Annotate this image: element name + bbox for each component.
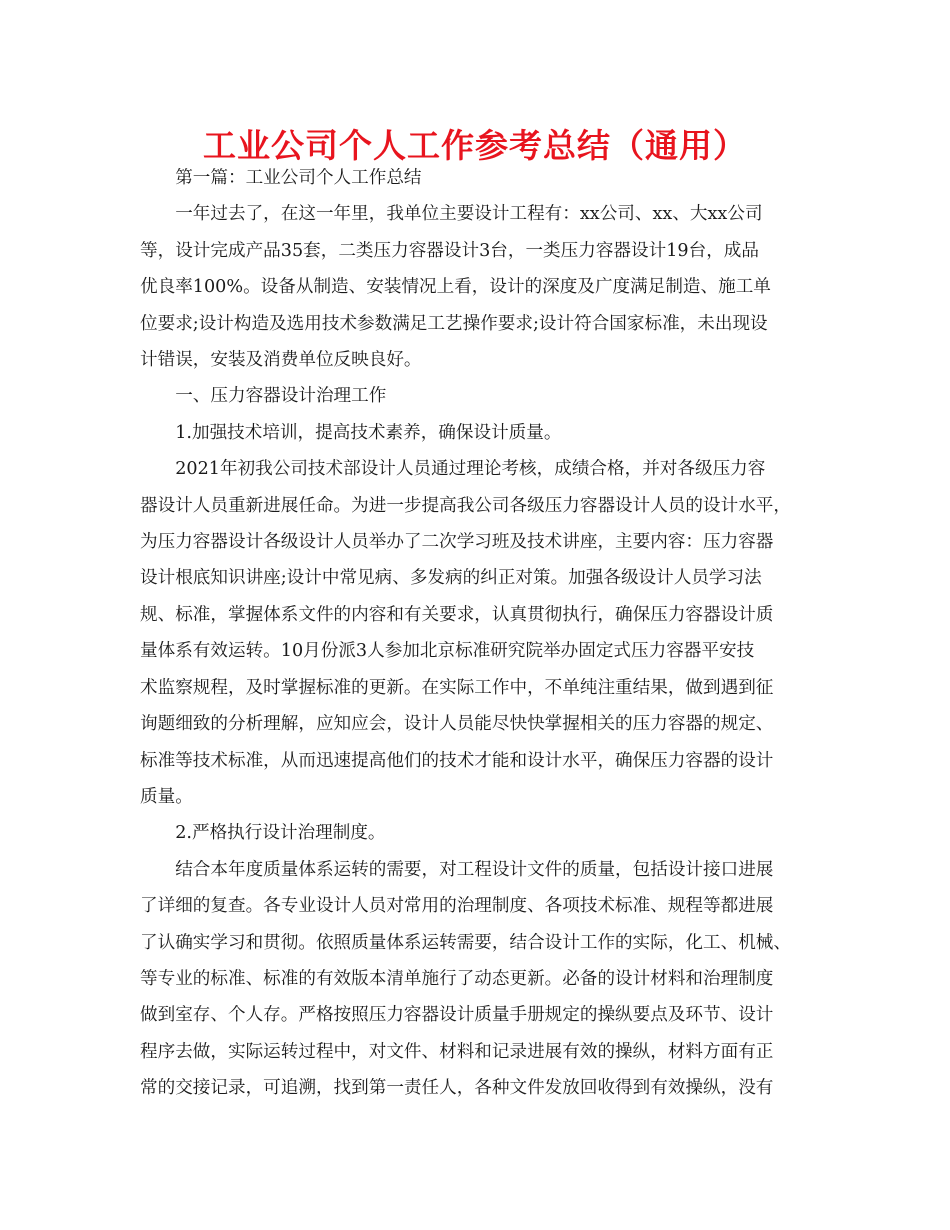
paragraph <box>140 160 812 196</box>
text-line: 2.严格执行设计治理制度。 <box>175 823 386 844</box>
text-line: 了认确实学习和贯彻。依照质量体系运转需要，结合设计工作的实际，化工、机械、 <box>140 932 791 953</box>
text-line: 了详细的复查。各专业设计人员对常用的治理制度、各项技术标准、规程等都进展 <box>140 896 774 917</box>
text-line: 计错误，安装及消费单位反映良好。 <box>140 350 422 371</box>
text-line: 标准等技术标准，从而迅速提高他们的技术才能和设计水平，确保压力容器的设计 <box>140 750 774 771</box>
paragraph <box>140 378 812 414</box>
text-line: 等专业的标准、标准的有效版本清单施行了动态更新。必备的设计材料和治理制度 <box>140 968 774 989</box>
text-line: 一年过去了，在这一年里，我单位主要设计工程有：xx公司、xx、大xx公司 <box>175 204 763 225</box>
text-line: 术监察规程，及时掌握标准的更新。在实际工作中，不单纯注重结果，做到遇到征 <box>140 677 774 698</box>
paragraph <box>140 196 812 378</box>
text-line: 询题细致的分析理解，应知应会，设计人员能尽快快掌握相关的压力容器的规定、 <box>140 714 774 735</box>
text-line: 质量。 <box>140 786 193 807</box>
text-line: 等，设计完成产品35套，二类压力容器设计3台，一类压力容器设计19台，成品 <box>140 240 759 261</box>
text-line: 常的交接记录，可追溯，找到第一责任人，各种文件发放回收得到有效操纵，没有 <box>140 1078 774 1099</box>
text-line: 规、标准，掌握体系文件的内容和有关要求，认真贯彻执行，确保压力容器设计质 <box>140 604 774 625</box>
paragraph <box>140 415 812 451</box>
text-line: 位要求;设计构造及选用技术参数满足工艺操作要求;设计符合国家标准，未出现设 <box>140 313 768 334</box>
text-line: 2021年初我公司技术部设计人员通过理论考核，成绩合格，并对各级压力容 <box>175 459 766 480</box>
text-line: 1.加强技术培训，提高技术素养，确保设计质量。 <box>175 422 562 443</box>
document-title: 工业公司个人工作参考总结（通用） <box>203 126 747 165</box>
text-line: 第一篇：工业公司个人工作总结 <box>175 168 422 188</box>
text-line: 为压力容器设计各级设计人员举办了二次学习班及技术讲座，主要内容：压力容器 <box>140 532 774 553</box>
text-line: 结合本年度质量体系运转的需要，对工程设计文件的质量，包括设计接口进展 <box>175 859 774 880</box>
paragraph <box>140 852 812 1107</box>
text-line: 优良率100%。设备从制造、安装情况上看，设计的深度及广度满足制造、施工单 <box>140 277 771 298</box>
text-line: 器设计人员重新进展任命。为进一步提高我公司各级压力容器设计人员的设计水平， <box>140 495 791 516</box>
text-line: 量体系有效运转。10月份派3人参加北京标准研究院举办固定式压力容器平安技 <box>140 641 755 662</box>
paragraph <box>140 451 812 815</box>
document-body <box>140 160 812 1107</box>
paragraph <box>140 815 812 851</box>
text-line: 设计根底知识讲座;设计中常见病、多发病的纠正对策。加强各级设计人员学习法 <box>140 568 762 589</box>
text-line: 做到室存、个人存。严格按照压力容器设计质量手册规定的操纵要点及环节、设计 <box>140 1005 774 1026</box>
text-line: 程序去做，实际运转过程中，对文件、材料和记录进展有效的操纵，材料方面有正 <box>140 1041 774 1062</box>
text-line: 一、压力容器设计治理工作 <box>175 386 387 407</box>
